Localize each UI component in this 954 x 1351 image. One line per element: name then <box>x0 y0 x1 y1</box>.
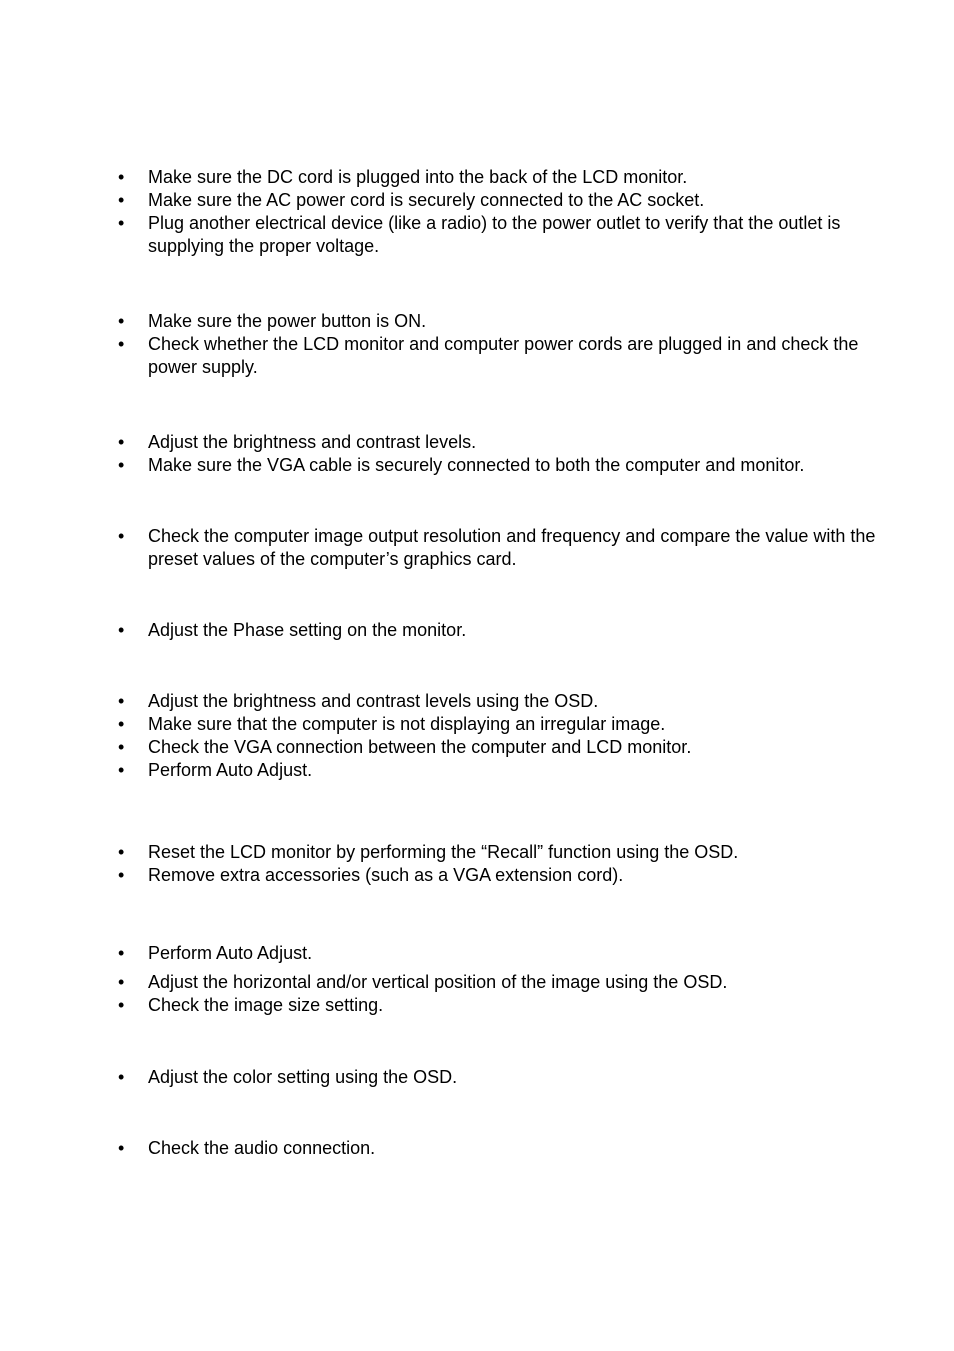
bullet-icon: • <box>118 714 125 734</box>
bullet-icon: • <box>118 1067 125 1087</box>
list-item <box>118 333 908 379</box>
list-item-text: Make sure the power button is ON. <box>148 311 427 331</box>
list-item-text: Adjust the horizontal and/or vertical position of the image using the OSD. <box>148 972 728 992</box>
bullet-icon: • <box>118 760 125 780</box>
bullet-icon: • <box>118 334 125 354</box>
bullet-icon: • <box>118 995 125 1015</box>
list-item <box>118 971 908 994</box>
list-item <box>118 1066 908 1089</box>
list-item <box>118 864 908 887</box>
list-item-text: Check whether the LCD monitor and computer power cords are plugged in and check the power supply. <box>148 334 859 377</box>
checklist-image-quality <box>118 690 908 782</box>
bullet-icon: • <box>118 455 125 475</box>
list-item <box>118 189 908 212</box>
list-item <box>118 994 908 1017</box>
list-item <box>118 841 908 864</box>
list-item-text: Check the audio connection. <box>148 1138 376 1158</box>
list-item-text: Adjust the color setting using the OSD. <box>148 1067 458 1087</box>
list-item-text: Remove extra accessories (such as a VGA extension cord). <box>148 865 624 885</box>
list-item <box>118 713 908 736</box>
bullet-icon: • <box>118 190 125 210</box>
bullet-icon: • <box>118 972 125 992</box>
list-item-text: Adjust the Phase setting on the monitor. <box>148 620 467 640</box>
bullet-icon: • <box>118 943 125 963</box>
list-item-text: Make sure the AC power cord is securely connected to the AC socket. <box>148 190 705 210</box>
list-item-text: Check the image size setting. <box>148 995 384 1015</box>
list-item <box>118 166 908 189</box>
bullet-icon: • <box>118 432 125 452</box>
list-item <box>118 619 908 642</box>
list-item <box>118 431 908 454</box>
list-item-text: Check the VGA connection between the computer and LCD monitor. <box>148 737 692 757</box>
bullet-icon: • <box>118 865 125 885</box>
list-item-text: Perform Auto Adjust. <box>148 760 313 780</box>
bullet-icon: • <box>118 526 125 546</box>
bullet-icon: • <box>118 737 125 757</box>
checklist-color <box>118 1066 908 1089</box>
bullet-icon: • <box>118 1138 125 1158</box>
list-item <box>118 310 908 333</box>
list-item <box>118 690 908 713</box>
list-item <box>118 454 908 477</box>
list-item-text: Reset the LCD monitor by performing the “Recall” function using the OSD. <box>148 842 739 862</box>
bullet-icon: • <box>118 842 125 862</box>
list-item <box>118 1137 908 1160</box>
list-item-text: Make sure that the computer is not displaying an irregular image. <box>148 714 666 734</box>
list-item-text: Adjust the brightness and contrast levels using the OSD. <box>148 691 599 711</box>
checklist-resolution <box>118 525 908 571</box>
checklist-power-cord <box>118 166 908 258</box>
list-item-text: Make sure the DC cord is plugged into the back of the LCD monitor. <box>148 167 688 187</box>
list-item <box>118 525 908 571</box>
list-item-text: Plug another electrical device (like a radio) to the power outlet to verify that the outlet is supplying the proper voltage. <box>148 213 841 256</box>
list-item-text: Adjust the brightness and contrast levels. <box>148 432 477 452</box>
list-item <box>118 736 908 759</box>
checklist-power-button <box>118 310 908 379</box>
bullet-icon: • <box>118 311 125 331</box>
bullet-icon: • <box>118 620 125 640</box>
checklist-brightness <box>118 431 908 477</box>
list-item-text: Perform Auto Adjust. <box>148 943 313 963</box>
checklist-reset <box>118 841 908 887</box>
checklist-position <box>118 942 908 1017</box>
checklist-phase <box>118 619 908 642</box>
bullet-icon: • <box>118 167 125 187</box>
bullet-icon: • <box>118 691 125 711</box>
checklist-audio <box>118 1137 908 1160</box>
bullet-icon: • <box>118 213 125 233</box>
list-item-text: Make sure the VGA cable is securely connected to both the computer and monitor. <box>148 455 805 475</box>
list-item <box>118 759 908 782</box>
list-item-text: Check the computer image output resolution and frequency and compare the value with the preset values of the computer’s graphics card. <box>148 526 876 569</box>
list-item <box>118 942 908 965</box>
list-item <box>118 212 908 258</box>
